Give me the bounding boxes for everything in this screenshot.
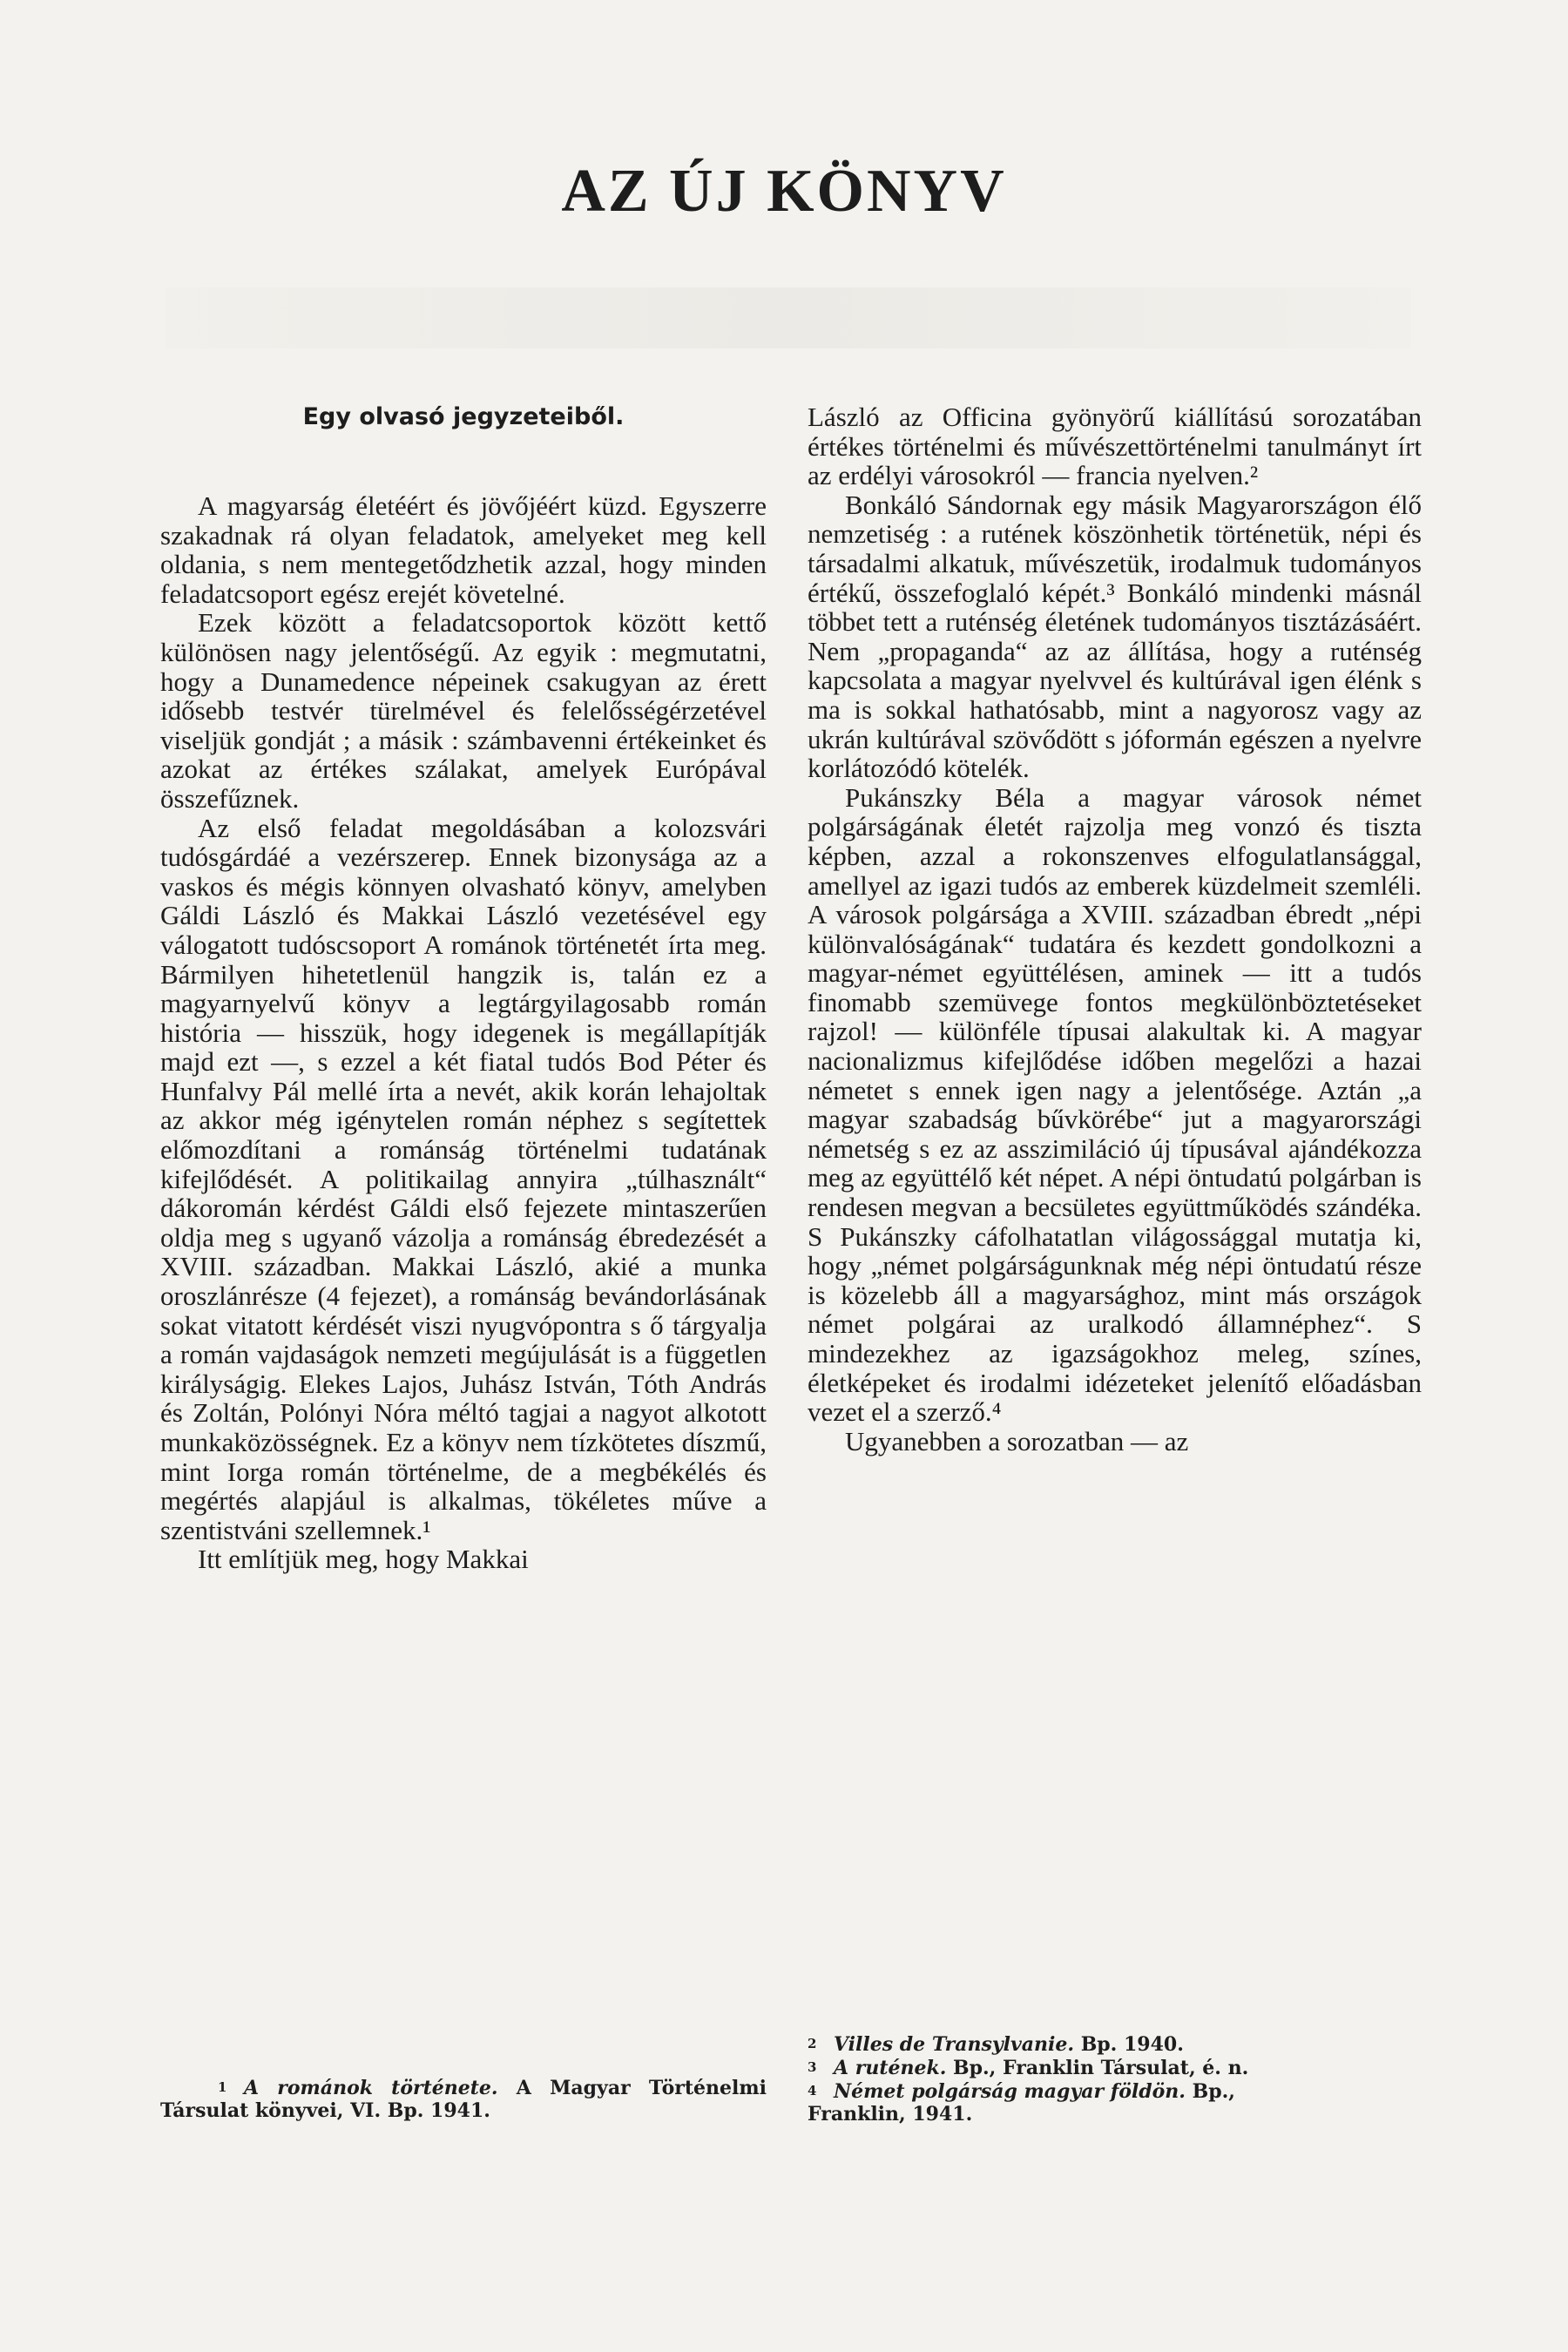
footnote-title: A románok története. xyxy=(244,2077,498,2099)
footnote-continuation xyxy=(808,2103,1422,2126)
footnote xyxy=(808,2056,1422,2079)
footnote-marker: 1 xyxy=(218,2079,227,2095)
footnote-marker: 4 xyxy=(808,2083,817,2099)
page-title: AZ ÚJ KÖNYV xyxy=(561,158,1007,225)
paragraph: Bonkáló Sándornak egy másik Magyarországon élő nemzetiség : a rutének köszönhetik történetük, népi és társadalmi alkatuk, művészetük, irodalmuk tudományos értékű, összefoglaló képét.³ Bonkáló mindenki másnál többet tett a ruténség életének tudományos tisztázásáért. Nem „propaganda“ az az állítása, hogy a ruténség kapcsolata a magyar nyelvvel és kultúrával igen élénk s ma is sokkal hathatósabb, mint a nagyorosz vagy az ukrán kultúrával szövődött s jóformán egészen a nyelvre korlátozódó kötelék. xyxy=(808,489,1422,784)
paragraph: Ugyanebben a sorozatban — az xyxy=(845,1425,1189,1456)
footnote-marker: 2 xyxy=(808,2036,817,2051)
footnote xyxy=(160,2076,767,2122)
left-column xyxy=(160,402,767,1574)
footnote-title: A rutének. xyxy=(834,2057,947,2079)
footnote xyxy=(808,2079,1422,2103)
footnote-marker: 3 xyxy=(808,2059,817,2075)
show-through-shading xyxy=(166,287,1411,348)
left-column-text xyxy=(160,491,767,1574)
footnote-text: Bp., Franklin Társulat, é. n. xyxy=(946,2057,1249,2079)
paragraph: László az Officina gyönyörű kiállítású sorozatában értékes történelmi és művészettörténelmi tanulmányt írt az erdélyi városokról — francia nyelven.² xyxy=(808,402,1422,491)
footnote-title: Villes de Transylvanie. xyxy=(834,2033,1075,2056)
footnote-text: Bp., xyxy=(1185,2080,1235,2103)
footnote-text: Bp. 1940. xyxy=(1074,2033,1184,2056)
footnote-title: Német polgárság magyar földön. xyxy=(834,2080,1186,2103)
right-column xyxy=(808,402,1422,1456)
footnote-text: A Magyar Történelmi Társulat könyvei, VI. Bp. 1941. xyxy=(160,2077,767,2122)
paragraph: Pukánszky Béla a magyar városok német polgárságának életét rajzolja meg vonzó és tiszta képben, azzal a rokonszenves elfogulatlansággal, amellyel az igazi tudós az emberek küzdelmeit szemléli. A városok polgársága a XVIII. században ébredt „népi különvalóságának“ tudatára és kezdett gondolkozni a magyar-német együttélésen, aminek — itt a tudós finomabb szemüvege fontos megkülönböztetéseket rajzol! — különféle típusai alakultak ki. A magyar nacionalizmus kifejlődése időben megelőzi a hazai németet s ennek igen nagy a jelentősége. Aztán „a magyar szabadság bűvkörébe“ jut a magyarországi németség s ez az asszimiláció új típusával ajándékozza meg az együttélő két népet. A népi öntudatú polgárban is rendesen megvan a becsületes együttműködés szándéka. S Pukánszky cáfolhatatlan világossággal mutatja ki, hogy „német polgárságunknak még népi öntudatú része is közelebb áll a magyarsághoz, mint más országok német polgárai az uralkodó államnéphez“. S mindezekhez az igazságokhoz meleg, színes, életképeket és irodalmi idézeteket jelenítő előadásban vezet el a szerző.⁴ xyxy=(808,781,1422,1428)
paragraph: A magyarság életéért és jövőjéért küzd. Egyszerre szakadnak rá olyan feladatok, amelyeket meg kell oldania, s nem mentegetődzhetik azzal, hogy minden feladatcsoport egész erejét követelné. xyxy=(160,490,767,609)
footnote xyxy=(808,2032,1422,2056)
footnote-text: Franklin, 1941. xyxy=(808,2103,973,2126)
footnotes-left xyxy=(160,2076,767,2122)
paragraph: Ezek között a feladatcsoportok között kettő különösen nagy jelentőségű. Az egyik : megmutatni, hogy a Dunamedence népeinek csakugyan az érett idősebb testvér türelmével és felelősségérzetével viseljük gondját ; a másik : számbavenni értékeinket és azokat az értékes szálakat, amelyek Európával összefűznek. xyxy=(160,607,767,814)
footnotes-right xyxy=(808,2032,1422,2126)
paragraph: Az első feladat megoldásában a kolozsvári tudósgárdáé a vezérszerep. Ennek bizonysága az a vaskos és mégis könnyen olvasható könyv, amelyben Gáldi László és Makkai László vezetésével egy válogatott tudóscsoport A románok történetét írta meg. Bármilyen hihetetlenül hangzik is, talán ez a magyarnyelvű könyv a legtárgyilagosabb román história — hisszük, hogy idegenek is megállapítják majd ezt —, s ezzel a két fiatal tudós Bod Péter és Hunfalvy Pál mellé írta a nevét, akik korán lehajoltak az akkor még igénytelen román néphez s segítettek előmozdítani a románság történelmi tudatának kifejlődését. A politikailag annyira „túlhasznált“ dákoromán kérdést Gáldi első fejezete mintaszerűen oldja meg s ugyanő vázolja a románság ébredezését a XVIII. században. Makkai László, akié a munka oroszlánrésze (4 fejezet), a románság bevándorlásának sokat vitatott kérdését viszi nyugvópontra s ő tárgyalja a román vajdaságok nemzeti megújulását is a független királyságig. Elekes Lajos, Juhász István, Tóth András és Zoltán, Polónyi Nóra méltó tagjai a nagyot alkotott munkaközösségnek. Ez a könyv nem tízkötetes díszmű, mint Iorga román történelme, de a megbékélés és megértés alapjául is alkalmas, tökéletes műve a szentistváni szellemnek.¹ xyxy=(160,812,767,1545)
paragraph: Itt említjük meg, hogy Makkai xyxy=(198,1544,529,1575)
section-heading: Egy olvasó jegyzeteiből. xyxy=(302,403,625,430)
right-column-text xyxy=(808,402,1422,1456)
